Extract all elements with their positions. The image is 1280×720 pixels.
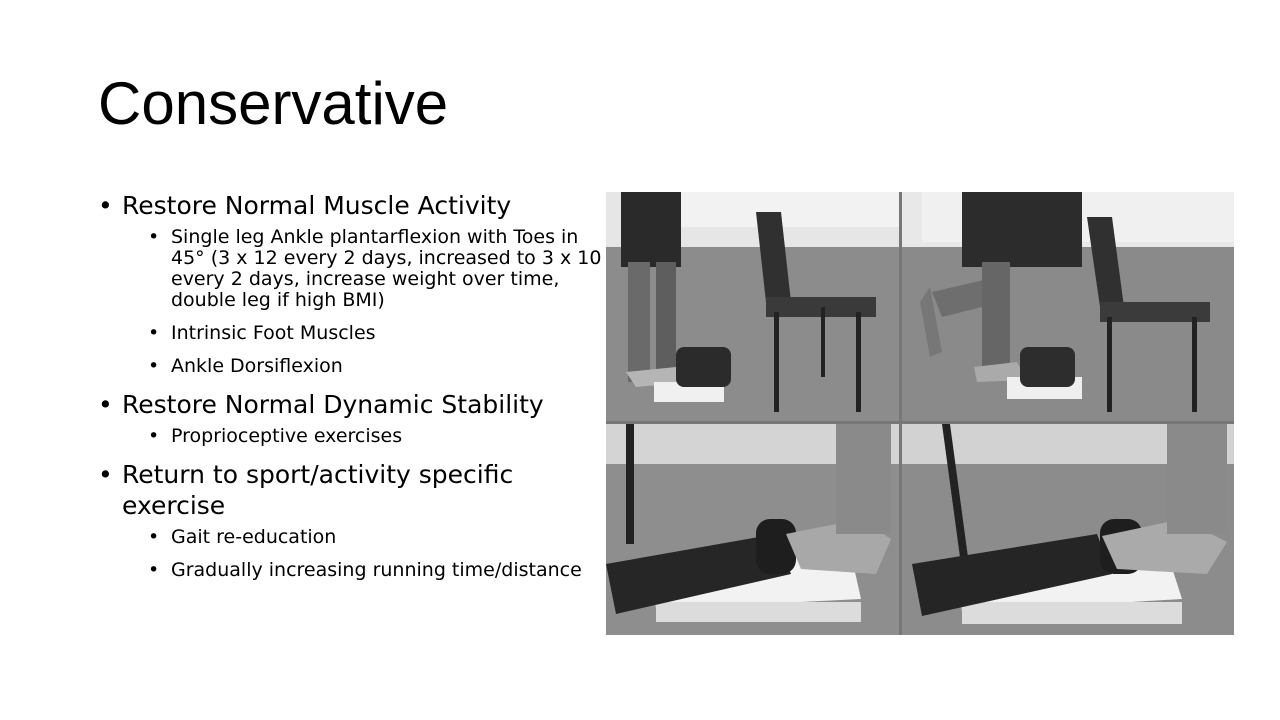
bullet-glyph: •: [98, 390, 113, 419]
bullet-item: [98, 459, 618, 581]
sub-bullet-glyph: •: [148, 322, 160, 344]
sub-bullet-glyph: •: [148, 226, 160, 248]
sub-bullet-text: Proprioceptive exercises: [171, 425, 403, 447]
bullet-text: Restore Normal Muscle Activity: [122, 191, 512, 220]
bullet-glyph: •: [98, 460, 113, 489]
bullet-glyph: •: [98, 191, 113, 220]
sub-bullet-item: [122, 560, 618, 581]
sub-bullet-item: [122, 527, 618, 548]
sub-bullet-text: Gradually increasing running time/distance: [171, 559, 582, 581]
single-leg-raise-photo: [902, 192, 1234, 421]
sub-bullet-item: [122, 323, 618, 344]
exercise-photo-grid: [606, 192, 1234, 635]
bullet-item: [98, 389, 618, 447]
sub-bullet-item: [122, 356, 618, 377]
sub-bullet-glyph: •: [148, 425, 160, 447]
bullet-text: Return to sport/activity specific exercise: [122, 460, 514, 520]
sub-bullet-text: Ankle Dorsiflexion: [171, 355, 343, 377]
standing-on-rolled-towel-photo: [606, 192, 899, 421]
bullet-text: Restore Normal Dynamic Stability: [122, 390, 544, 419]
slide-title: Conservative: [98, 70, 449, 137]
sub-bullet-text: Intrinsic Foot Muscles: [171, 322, 376, 344]
sub-bullet-item: [122, 227, 618, 311]
sub-bullet-glyph: •: [148, 526, 160, 548]
foot-closeup-photo-1: [606, 424, 899, 635]
sub-bullet-text: Gait re-education: [171, 526, 337, 548]
sub-bullet-text: Single leg Ankle plantarflexion with Toes in 45° (3 x 12 every 2 days, increased to 3 x 10 every 2 days, increase weight over time, double leg if high BMI): [171, 226, 602, 311]
sub-bullet-item: [122, 426, 618, 447]
bullet-list: [98, 190, 618, 593]
foot-closeup-photo-2: [902, 424, 1234, 635]
sub-bullet-glyph: •: [148, 559, 160, 581]
sub-bullet-glyph: •: [148, 355, 160, 377]
bullet-item: [98, 190, 618, 377]
